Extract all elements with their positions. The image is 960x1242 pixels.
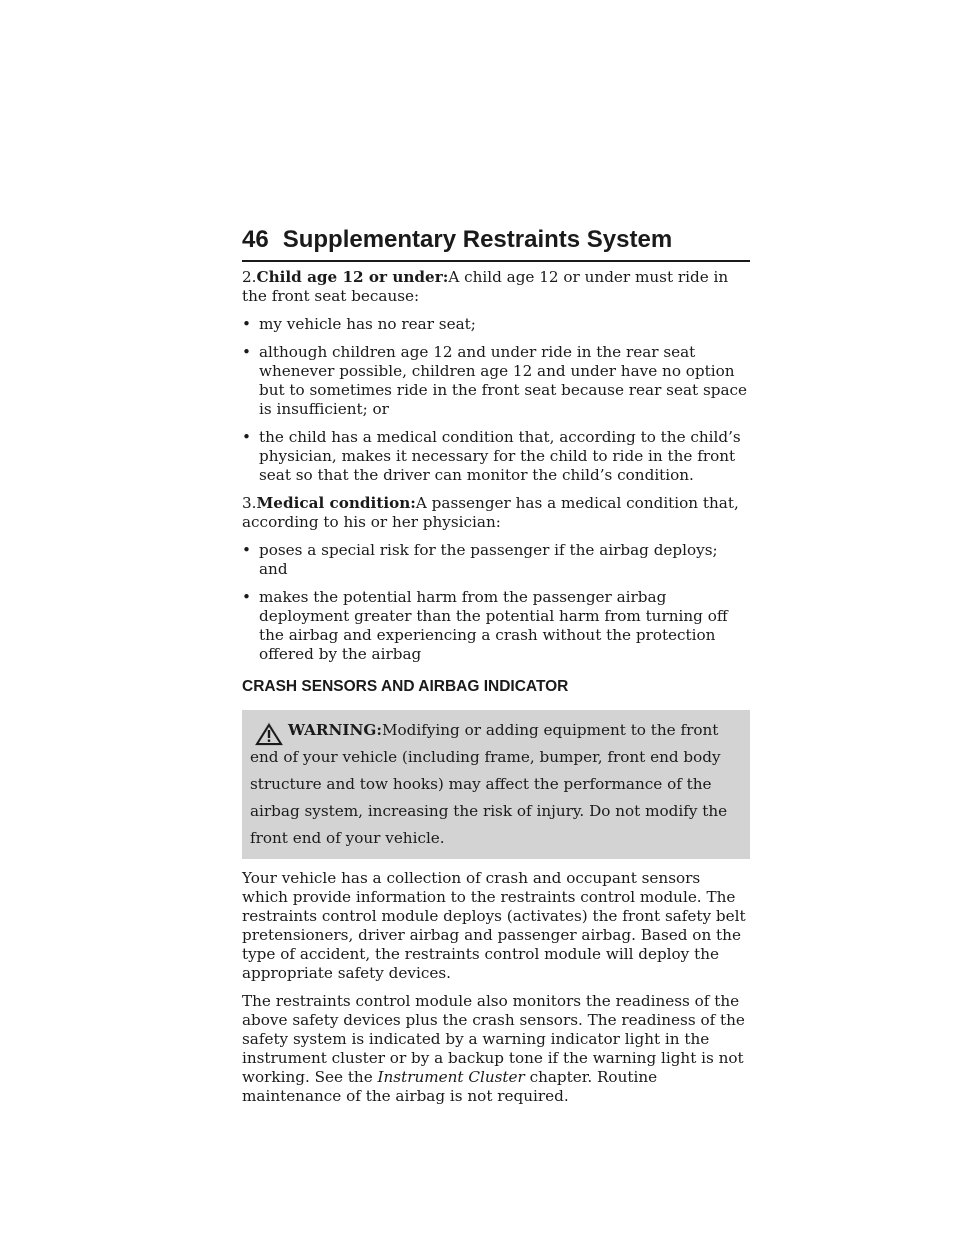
bullet-icon: • xyxy=(242,541,251,559)
list-item xyxy=(242,343,750,419)
page-number: 46 xyxy=(242,226,269,253)
list-item xyxy=(242,315,750,334)
item-3 xyxy=(242,494,750,532)
chapter-title: Supplementary Restraints System xyxy=(282,226,673,253)
list-item xyxy=(242,541,750,579)
list-item-text: makes the potential harm from the passenger airbag deployment greater than the potential harm from turning off the airbag and experiencing a crash without the protection offered by the airbag xyxy=(259,588,728,663)
list-item-text: although children age 12 and under ride in the rear seat whenever possible, children age 12 and under have no option but to sometimes ride in the front seat because rear seat space is insufficient; or xyxy=(259,343,748,418)
page-header xyxy=(242,226,750,260)
list-item-text: my vehicle has no rear seat; xyxy=(259,315,476,333)
body-paragraph-2 xyxy=(242,992,750,1106)
warning-body: Modifying or adding equipment to the front end of your vehicle (including frame, bumper, front end body structure and tow hooks) may affect the performance of the airbag system, increasing the risk of injury. Do not modify the front end of your vehicle. xyxy=(250,721,728,847)
para-2-end: chapter. Routine maintenance of the airbag is not required. xyxy=(242,1068,658,1105)
item-3-text: A passenger has a medical condition that, according to his or her physician: xyxy=(242,494,739,531)
bullet-icon: • xyxy=(242,428,251,446)
item-3-number: 3. xyxy=(242,494,257,512)
item-3-lead: Medical condition: xyxy=(256,494,416,512)
list-item-text: poses a special risk for the passenger if the airbag deploys; and xyxy=(259,541,718,578)
list-item xyxy=(242,588,750,664)
section-heading: CRASH SENSORS AND AIRBAG INDICATOR xyxy=(242,678,569,695)
item-2-bullets xyxy=(242,315,750,485)
chapter-reference: Instrument Cluster xyxy=(377,1068,525,1086)
item-2 xyxy=(242,268,750,306)
para-2-start: The restraints control module also monitors the readiness of the above safety devices plus the crash sensors. The readiness of the safety system is indicated by a warning indicator light in the instrument cluster or by a backup tone if the warning light is not working. See the xyxy=(242,992,745,1086)
item-2-number: 2. xyxy=(242,268,257,286)
list-item xyxy=(242,428,750,485)
warning-triangle-icon xyxy=(254,721,284,747)
header-rule xyxy=(242,260,750,262)
bullet-icon: • xyxy=(242,343,251,361)
bullet-icon: • xyxy=(242,315,251,333)
body-paragraph-1: Your vehicle has a collection of crash and occupant sensors which provide information to the restraints control module. The restraints control module deploys (activates) the front safety belt pretensioners, driver airbag and passenger airbag. Based on the type of accident, the restraints control module will deploy the appropriate safety devices. xyxy=(242,869,746,982)
item-2-text: A child age 12 or under must ride in the front seat because: xyxy=(242,268,729,305)
warning-text xyxy=(250,717,742,852)
list-item-text: the child has a medical condition that, according to the child’s physician, makes it necessary for the child to ride in the front seat so that the driver can monitor the child’s condition. xyxy=(259,428,741,484)
warning-box xyxy=(242,710,750,859)
item-2-lead: Child age 12 or under: xyxy=(256,268,449,286)
item-3-bullets xyxy=(242,541,750,664)
warning-label: WARNING: xyxy=(288,721,382,739)
bullet-icon: • xyxy=(242,588,251,606)
manual-page xyxy=(242,226,750,1115)
